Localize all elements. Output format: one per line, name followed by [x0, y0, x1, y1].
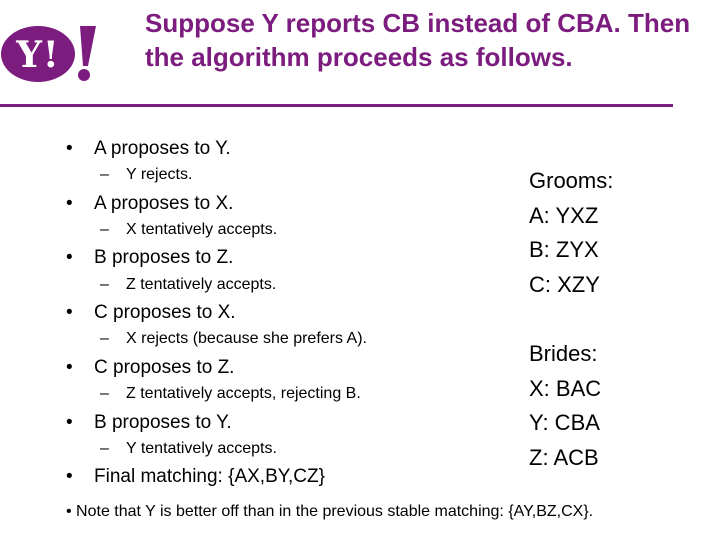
grooms-preferences — [529, 164, 613, 302]
step-item — [66, 247, 233, 269]
dash-marker: – — [100, 221, 109, 238]
grooms-heading: Grooms: — [529, 168, 614, 193]
step-item — [66, 412, 232, 434]
step-text: A proposes to X. — [94, 193, 234, 214]
dash-marker: – — [100, 330, 109, 347]
step-item — [66, 466, 325, 488]
dash-marker: – — [100, 166, 109, 183]
logo-exclamation-dot — [78, 69, 90, 81]
dash-marker: – — [100, 276, 109, 293]
step-subitem — [100, 385, 361, 403]
yahoo-logo — [0, 22, 100, 86]
bullet-marker: • — [66, 193, 73, 214]
bullet-marker: • — [66, 302, 73, 323]
bullet-marker: • — [66, 357, 73, 378]
step-subitem — [100, 166, 192, 184]
footnote: • Note that Y is better off than in the previous stable matching: {AY,BZ,CX}. — [66, 503, 594, 520]
bullet-marker: • — [66, 247, 73, 268]
step-subtext: Z tentatively accepts. — [126, 276, 277, 293]
logo-letter: Y! — [16, 34, 60, 76]
step-item — [66, 193, 233, 215]
step-text: Final matching: {AX,BY,CZ} — [94, 466, 325, 487]
step-item — [66, 138, 231, 160]
bullet-marker: • — [66, 466, 73, 487]
groom-pref-b: B: ZYX — [529, 237, 599, 262]
bride-pref-x: X: BAC — [529, 375, 602, 401]
step-subitem — [100, 440, 277, 458]
step-subtext: X rejects (because she prefers A). — [126, 330, 367, 347]
brides-preferences — [529, 337, 601, 475]
step-subtext: Y rejects. — [126, 166, 193, 183]
step-text: B proposes to Z. — [94, 247, 234, 268]
step-text: C proposes to Z. — [94, 357, 235, 378]
logo-exclamation-bar — [80, 26, 96, 66]
bride-pref-y: Y: CBA — [529, 410, 600, 435]
step-subitem — [100, 276, 276, 294]
dash-marker: – — [100, 440, 109, 457]
bride-pref-z: Z: ACB — [529, 444, 599, 470]
title-divider — [0, 104, 673, 107]
dash-marker: – — [100, 385, 109, 402]
brides-heading: Brides: — [529, 341, 598, 366]
step-subtext: Y tentatively accepts. — [126, 440, 277, 457]
step-text: A proposes to Y. — [94, 138, 231, 159]
groom-pref-c: C: XZY — [529, 271, 600, 297]
step-item — [66, 357, 234, 379]
step-item — [66, 302, 236, 324]
step-subitem — [100, 330, 367, 348]
bullet-marker: • — [66, 412, 73, 433]
step-text: C proposes to X. — [94, 302, 236, 323]
step-text: B proposes to Y. — [94, 412, 232, 433]
step-subtext: X tentatively accepts. — [126, 221, 278, 238]
step-subtext: Z tentatively accepts, rejecting B. — [126, 385, 361, 402]
bullet-marker: • — [66, 138, 73, 159]
slide-title: Suppose Y reports CB instead of CBA. Then the algorithm proceeds as follows. — [145, 8, 691, 72]
groom-pref-a: A: YXZ — [529, 202, 599, 228]
step-subitem — [100, 221, 277, 239]
